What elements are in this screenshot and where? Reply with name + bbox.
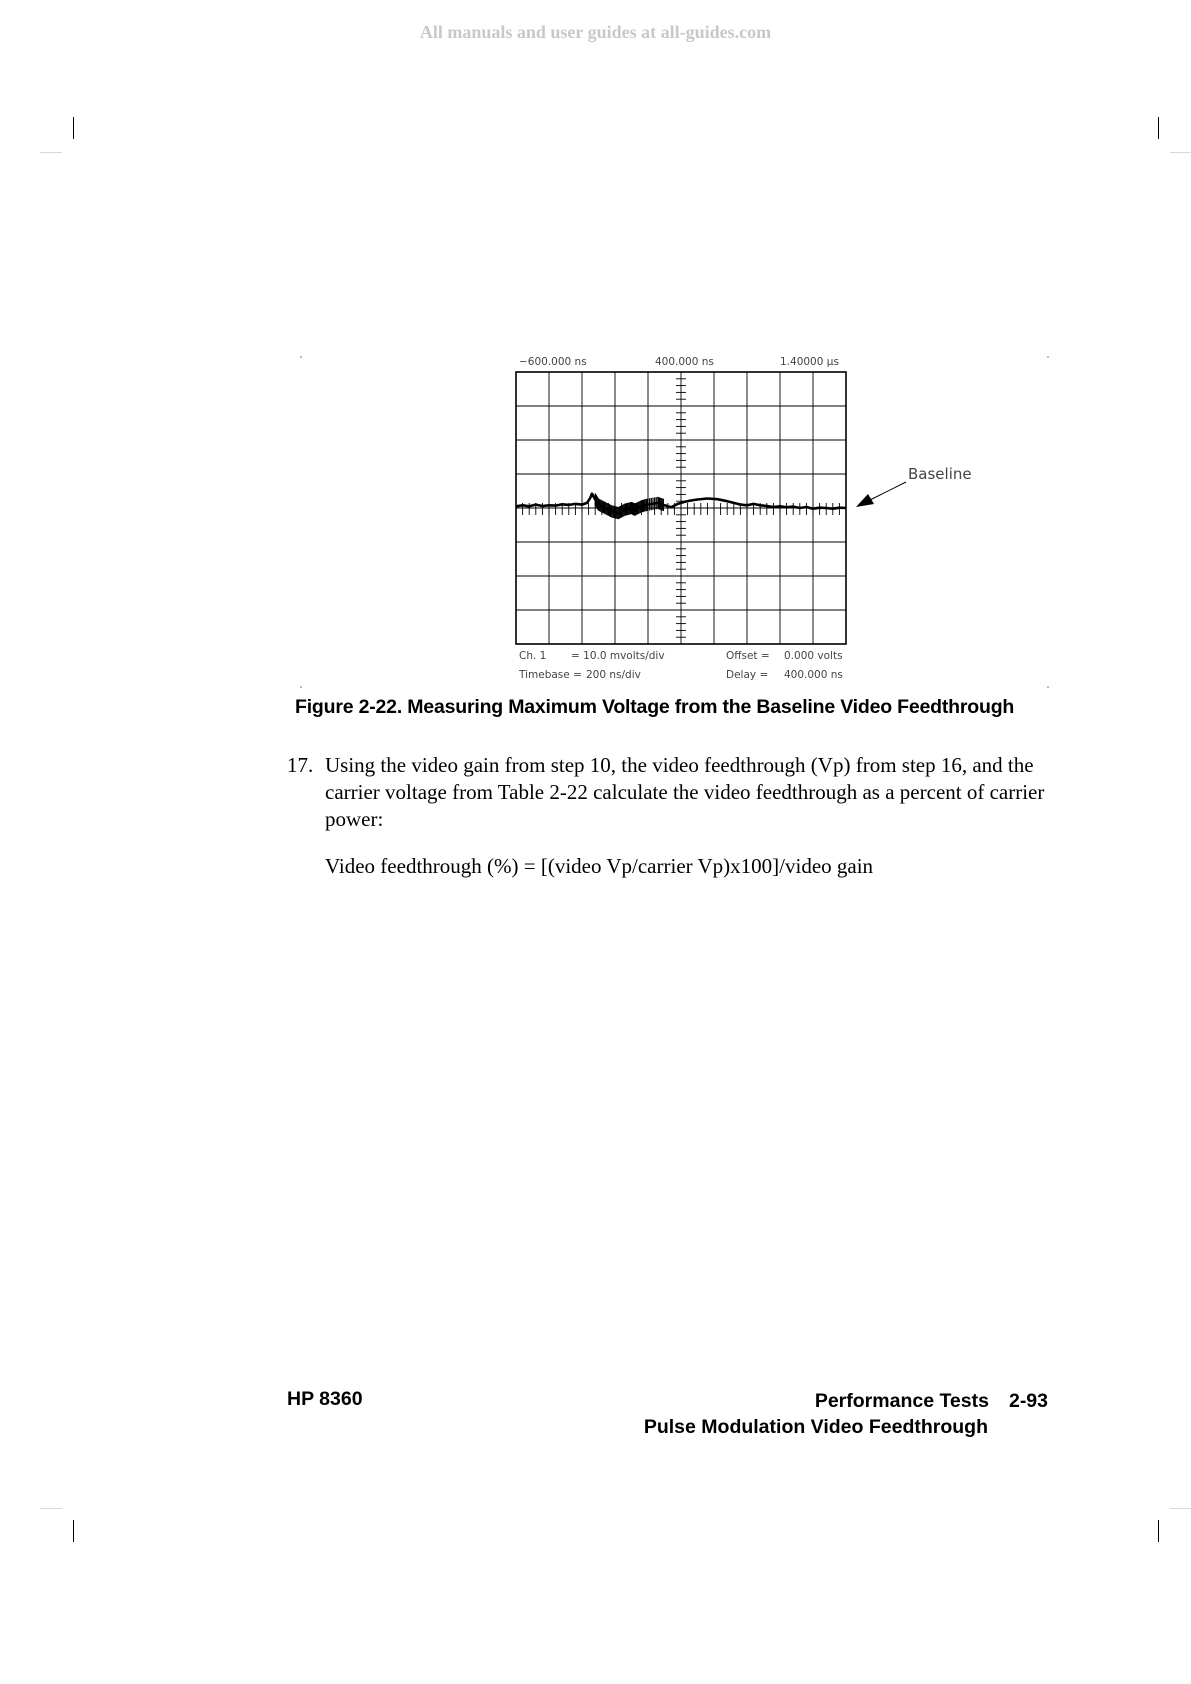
- baseline-leader-line: [870, 482, 906, 500]
- baseline-arrow-icon: [856, 494, 874, 507]
- scope-time-left: −600.000 ns: [519, 356, 587, 368]
- step-text: Using the video gain from step 10, the video feedthrough (Vp) from step 16, and the carrier voltage from Table 2-22 calculate the video feedthrough as a percent of carrier power:: [325, 753, 1045, 831]
- footer-subsection: Pulse Modulation Video Feedthrough: [643, 1416, 988, 1438]
- oscilloscope-figure: [0, 0, 1191, 700]
- procedure-step: [287, 752, 1047, 833]
- watermark: All manuals and user guides at all-guides.com: [419, 22, 772, 42]
- scope-timebase-label: Timebase =: [519, 669, 582, 681]
- scope-offset-label: Offset =: [726, 650, 770, 662]
- footer-model: HP 8360: [287, 1388, 363, 1410]
- step-number: 17.: [287, 753, 314, 777]
- crop-mark-bottom-left-h: [40, 1508, 62, 1509]
- crop-mark-bottom-left: [73, 1520, 74, 1542]
- figure-caption: Figure 2-22. Measuring Maximum Voltage from the Baseline Video Feedthrough: [295, 696, 1015, 718]
- scope-offset-value: 0.000 volts: [784, 650, 843, 662]
- scope-channel-scale: = 10.0 mvolts/div: [571, 650, 665, 662]
- crop-mark-bottom-right: [1158, 1520, 1159, 1542]
- scope-delay-value: 400.000 ns: [784, 669, 843, 681]
- footer-running-head: [600, 1388, 1048, 1440]
- scope-timebase-value: 200 ns/div: [586, 669, 641, 681]
- scope-time-center: 400.000 ns: [655, 356, 714, 368]
- formula: Video feedthrough (%) = [(video Vp/carrier Vp)x100]/video gain: [325, 854, 874, 878]
- page-number: 2-93: [1008, 1390, 1048, 1412]
- scope-time-right: 1.40000 μs: [780, 356, 839, 368]
- scope-delay-label: Delay =: [726, 669, 769, 681]
- crop-mark-bottom-right-h: [1170, 1508, 1191, 1509]
- scope-channel-label: Ch. 1: [519, 650, 547, 662]
- scope-trace-noise: [595, 493, 663, 519]
- footer-section: Performance Tests: [814, 1390, 989, 1412]
- baseline-label: Baseline: [908, 465, 972, 483]
